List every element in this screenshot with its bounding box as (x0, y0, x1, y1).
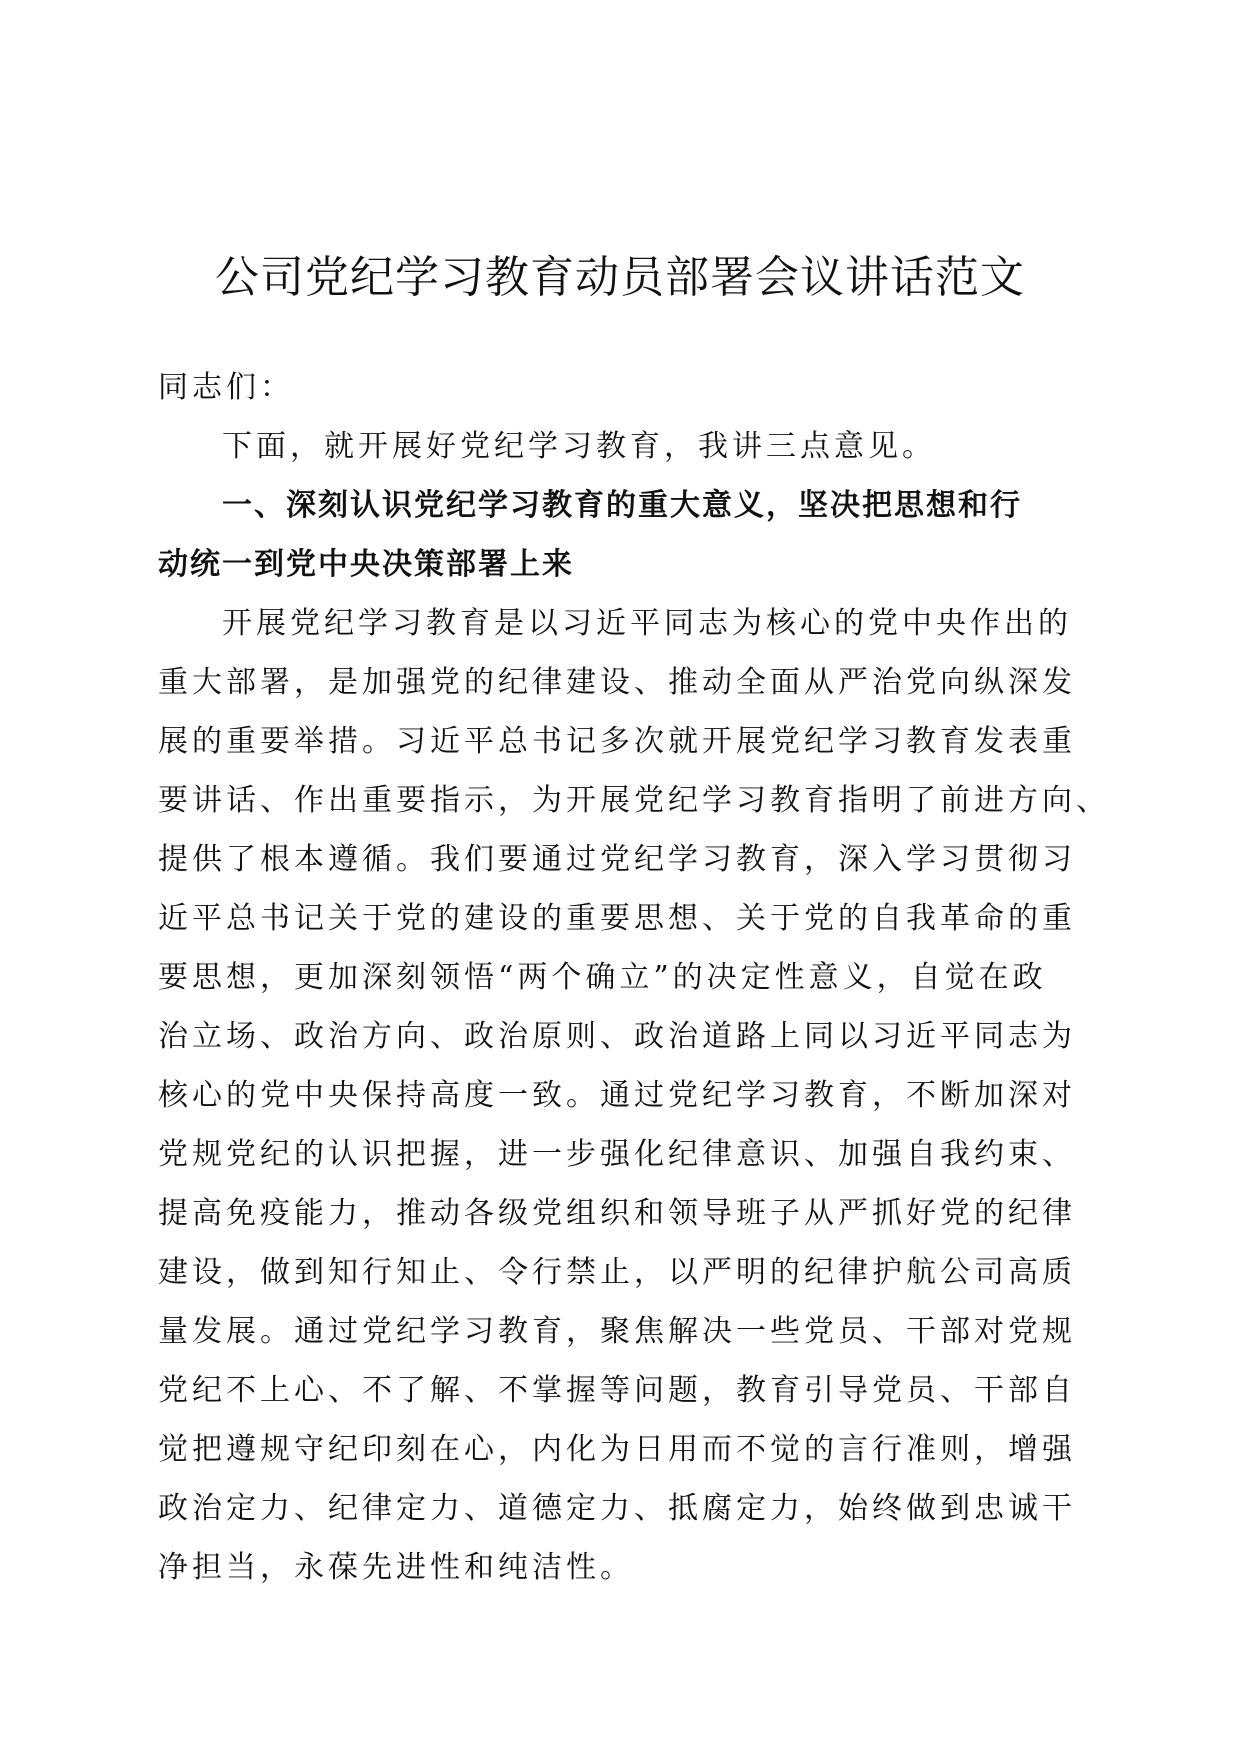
paragraph-line: 提高免疫能力，推动各级党组织和领导班子从严抓好党的纪律 (158, 1196, 1076, 1231)
paragraph-line: 党纪不上心、不了解、不掌握等问题，教育引导党员、干部自 (158, 1373, 1076, 1408)
paragraph-line: 净担当，永葆先进性和纯洁性。 (158, 1550, 634, 1585)
intro-paragraph: 下面，就开展好党纪学习教育，我讲三点意见。 (222, 429, 936, 464)
paragraph-line: 量发展。通过党纪学习教育，聚焦解决一些党员、干部对党规 (158, 1314, 1076, 1349)
paragraph-line: 要思想，更加深刻领悟“两个确立”的决定性意义，自觉在政 (158, 960, 1047, 995)
paragraph-line: 觉把遵规守纪印刻在心，内化为日用而不觉的言行准则，增强 (158, 1432, 1076, 1467)
paragraph-line: 开展党纪学习教育是以习近平同志为核心的党中央作出的 (222, 606, 1072, 641)
paragraph-line: 治立场、政治方向、政治原则、政治道路上同以习近平同志为 (158, 1019, 1076, 1054)
paragraph-line: 近平总书记关于党的建设的重要思想、关于党的自我革命的重 (158, 901, 1076, 936)
section-heading-line: 动统一到党中央决策部署上来 (158, 547, 574, 582)
paragraph-line: 要讲话、作出重要指示，为开展党纪学习教育指明了前进方向、 (158, 783, 1110, 818)
section-heading-line: 一、深刻认识党纪学习教育的重大意义，坚决把思想和行 (222, 488, 1022, 523)
paragraph-line: 重大部署，是加强党的纪律建设、推动全面从严治党向纵深发 (158, 665, 1076, 700)
paragraph-line: 核心的党中央保持高度一致。通过党纪学习教育，不断加深对 (158, 1078, 1076, 1113)
paragraph-line: 党规党纪的认识把握，进一步强化纪律意识、加强自我约束、 (158, 1137, 1076, 1172)
document-title: 公司党纪学习教育动员部署会议讲话范文 (215, 252, 1025, 303)
document-body (158, 358, 1110, 1597)
salutation: 同志们： (158, 370, 294, 405)
paragraph-line: 建设，做到知行知止、令行禁止，以严明的纪律护航公司高质 (158, 1255, 1076, 1290)
paragraph-line: 提供了根本遵循。我们要通过党纪学习教育，深入学习贯彻习 (158, 842, 1076, 877)
paragraph-line: 政治定力、纪律定力、道德定力、抵腐定力，始终做到忠诚干 (158, 1491, 1076, 1526)
paragraph-line: 展的重要举措。习近平总书记多次就开展党纪学习教育发表重 (158, 724, 1076, 759)
